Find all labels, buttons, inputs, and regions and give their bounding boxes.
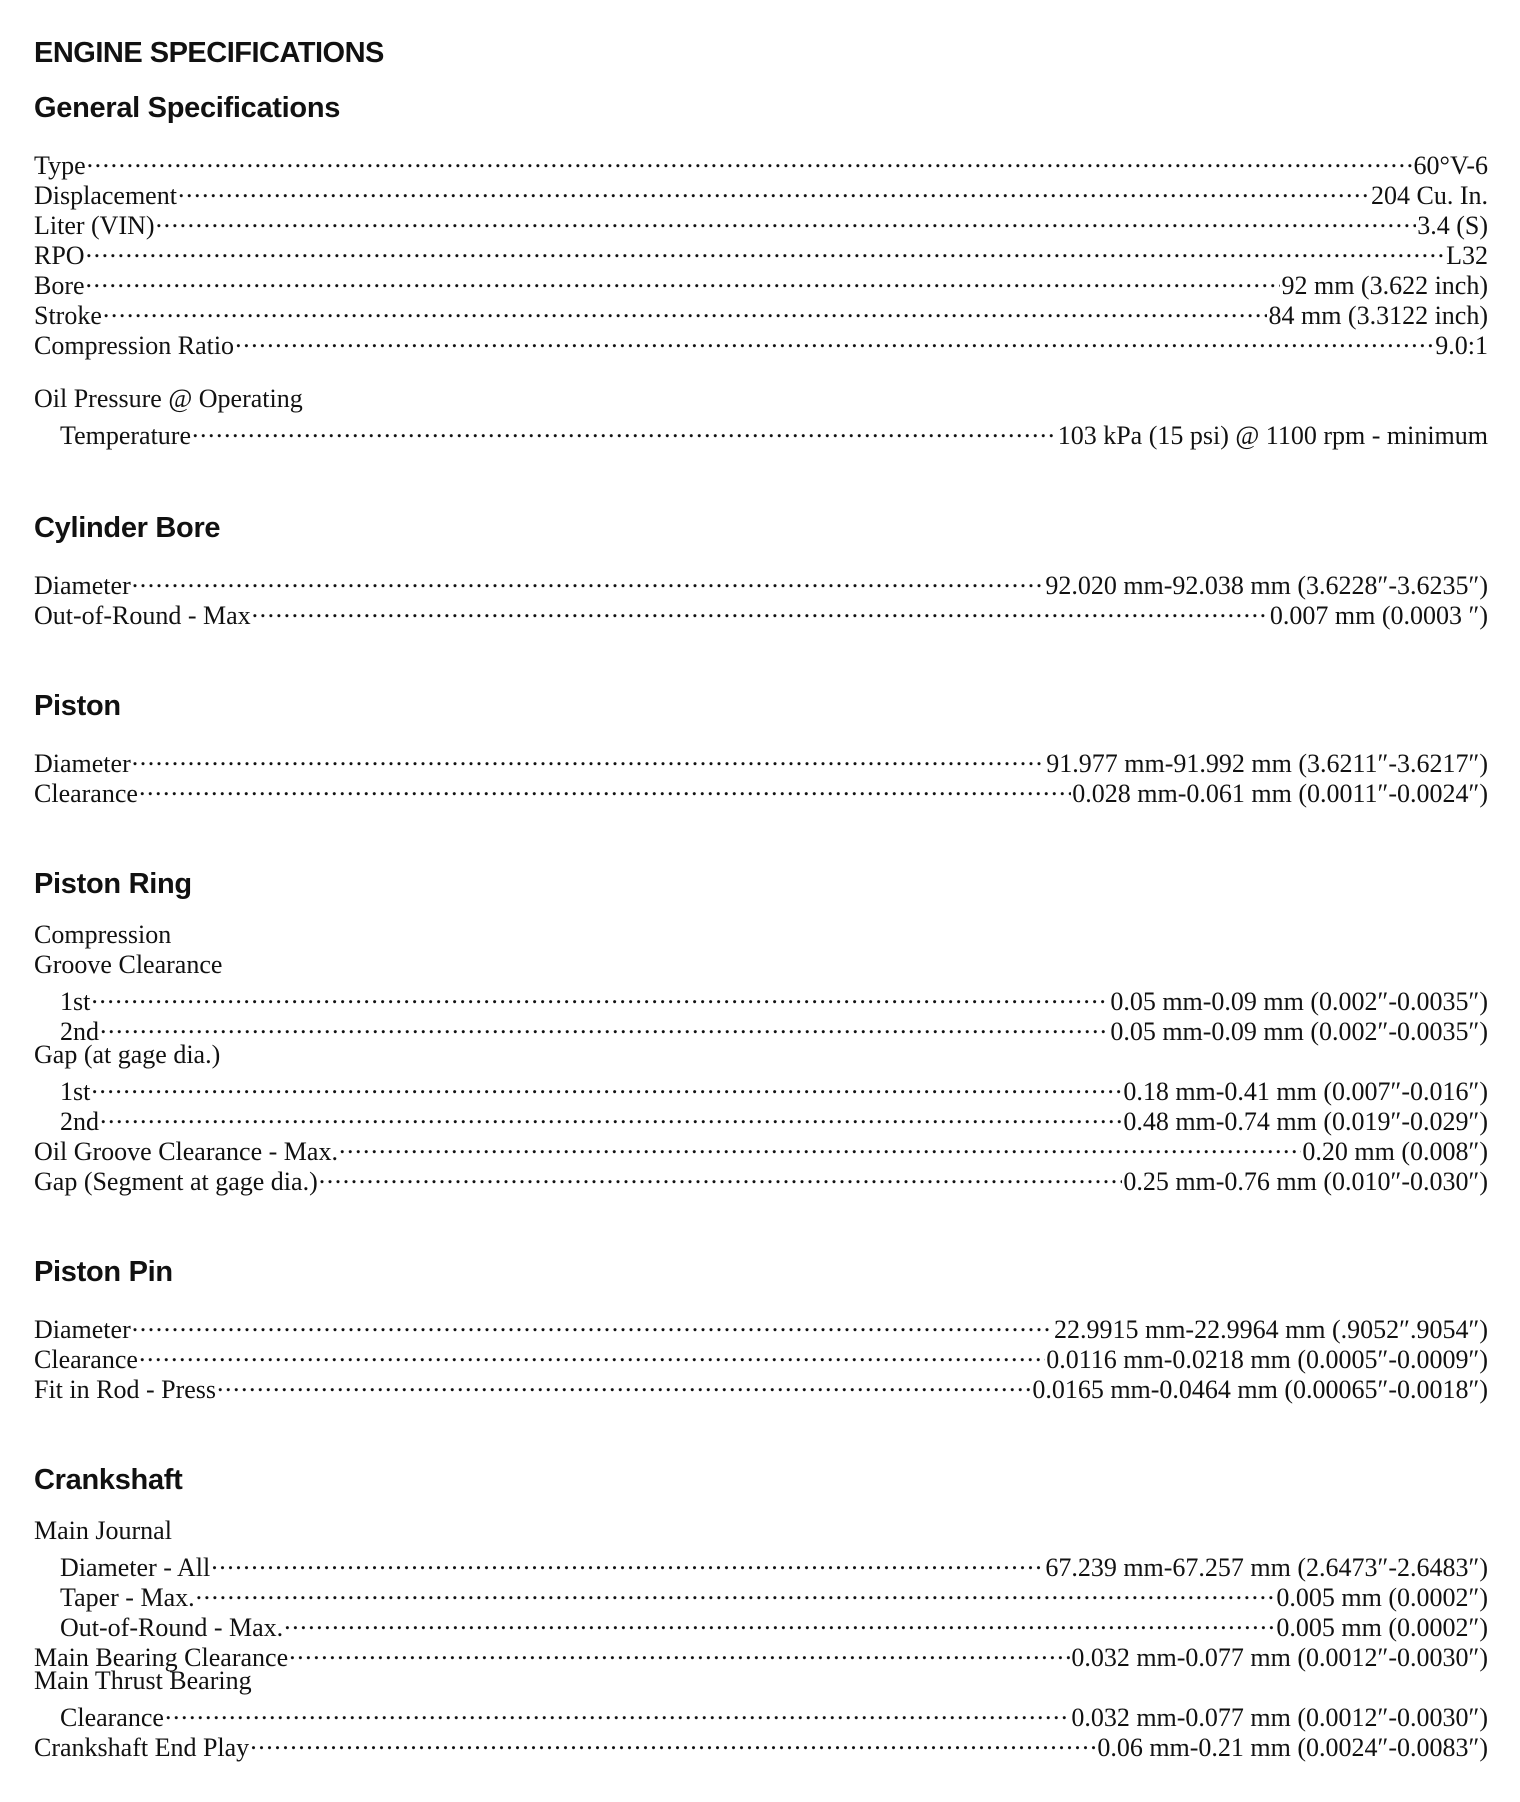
leader-dots bbox=[211, 1546, 1044, 1576]
leader-dots bbox=[250, 1726, 1096, 1756]
spec-label: Out-of-Round - Max. bbox=[60, 1613, 284, 1642]
spec-value: 103 kPa (15 psi) @ 1100 rpm - minimum bbox=[1057, 421, 1488, 450]
spec-label: Clearance bbox=[60, 1703, 164, 1732]
spec-group-main-journal bbox=[34, 1516, 1488, 1546]
spec-value: 0.007 mm (0.0003 ″) bbox=[1269, 601, 1488, 630]
spec-label: RPO bbox=[34, 241, 85, 270]
spec-value: 0.032 mm-0.077 mm (0.0012″-0.0030″) bbox=[1071, 1703, 1488, 1732]
spec-group-groove-clearance bbox=[34, 950, 1488, 980]
spec-label: 2nd bbox=[60, 1107, 99, 1136]
spec-row-journal-diameter bbox=[34, 1546, 1488, 1582]
spec-value: 22.9915 mm-22.9964 mm (.9052″.9054″) bbox=[1053, 1315, 1488, 1344]
leader-dots bbox=[156, 204, 1417, 234]
leader-dots bbox=[132, 1308, 1053, 1338]
spec-label: Crankshaft End Play bbox=[34, 1733, 250, 1762]
leader-dots bbox=[132, 742, 1046, 772]
section-title: Piston Ring bbox=[34, 868, 192, 900]
spec-group-oil-pressure bbox=[34, 384, 1488, 414]
spec-value: 0.20 mm (0.008″) bbox=[1302, 1137, 1488, 1166]
spec-label: Diameter - All bbox=[60, 1553, 211, 1582]
spec-value: 0.18 mm-0.41 mm (0.007″-0.016″) bbox=[1123, 1077, 1488, 1106]
section-title: Crankshaft bbox=[34, 1464, 183, 1496]
spec-label: Displacement bbox=[34, 181, 177, 210]
spec-list bbox=[34, 1516, 1488, 1762]
spec-row-groove-1st bbox=[34, 980, 1488, 1016]
spec-value: 0.028 mm-0.061 mm (0.0011″-0.0024″) bbox=[1072, 779, 1488, 808]
spec-row-rpo bbox=[34, 234, 1488, 270]
spec-label: Gap (at gage dia.) bbox=[34, 1040, 221, 1069]
leader-dots bbox=[87, 144, 1413, 174]
leader-dots bbox=[217, 1368, 1031, 1398]
spec-list bbox=[34, 1308, 1488, 1404]
spec-row-diameter bbox=[34, 564, 1488, 600]
spec-list bbox=[34, 144, 1488, 450]
section-crankshaft bbox=[34, 1458, 1488, 1762]
spec-label: Main Thrust Bearing bbox=[34, 1666, 252, 1695]
leader-dots bbox=[139, 1338, 1045, 1368]
spec-label: 1st bbox=[60, 987, 91, 1016]
spec-value: 0.0116 mm-0.0218 mm (0.0005″-0.0009″) bbox=[1046, 1345, 1488, 1374]
spec-row-bore bbox=[34, 264, 1488, 300]
spec-label: Stroke bbox=[34, 301, 102, 330]
spec-row-type bbox=[34, 144, 1488, 180]
section-cylinder-bore bbox=[34, 506, 1488, 630]
spec-label: Diameter bbox=[34, 571, 131, 600]
spec-value: 0.032 mm-0.077 mm (0.0012″-0.0030″) bbox=[1071, 1643, 1488, 1672]
spec-label: Clearance bbox=[34, 1345, 138, 1374]
section-general bbox=[34, 86, 1488, 450]
section-title: Piston bbox=[34, 690, 121, 722]
spec-row-oil-groove bbox=[34, 1130, 1488, 1166]
spec-group-compression bbox=[34, 920, 1488, 950]
spec-label: Main Bearing Clearance bbox=[34, 1643, 289, 1672]
leader-dots bbox=[319, 1160, 1123, 1190]
section-piston-ring bbox=[34, 862, 1488, 1196]
leader-dots bbox=[100, 1100, 1122, 1130]
spec-label: Oil Groove Clearance - Max. bbox=[34, 1137, 338, 1166]
leader-dots bbox=[196, 1576, 1276, 1606]
section-title: General Specifications bbox=[34, 92, 341, 124]
spec-page bbox=[34, 20, 1488, 1762]
leader-dots bbox=[235, 324, 1434, 354]
section-piston-pin bbox=[34, 1250, 1488, 1404]
spec-row-displacement bbox=[34, 174, 1488, 210]
leader-dots bbox=[86, 234, 1446, 264]
spec-label: Main Journal bbox=[34, 1516, 172, 1545]
spec-label: Temperature bbox=[60, 421, 191, 450]
spec-row-stroke bbox=[34, 294, 1488, 330]
spec-value: 84 mm (3.3122 inch) bbox=[1268, 301, 1488, 330]
spec-label: Out-of-Round - Max bbox=[34, 601, 251, 630]
leader-dots bbox=[86, 264, 1281, 294]
spec-list bbox=[34, 564, 1488, 630]
leader-dots bbox=[178, 174, 1370, 204]
spec-label: Type bbox=[34, 151, 86, 180]
spec-value: L32 bbox=[1446, 241, 1488, 270]
leader-dots bbox=[132, 564, 1045, 594]
leader-dots bbox=[139, 772, 1071, 802]
leader-dots bbox=[339, 1130, 1301, 1160]
spec-value: 0.25 mm-0.76 mm (0.010″-0.030″) bbox=[1123, 1167, 1488, 1196]
spec-row-gap-1st bbox=[34, 1070, 1488, 1106]
spec-label: Taper - Max. bbox=[60, 1583, 195, 1612]
spec-value: 0.005 mm (0.0002″) bbox=[1276, 1583, 1488, 1612]
spec-value: 9.0:1 bbox=[1435, 331, 1488, 360]
section-title: Piston Pin bbox=[34, 1256, 173, 1288]
spec-row-thrust-clearance bbox=[34, 1696, 1488, 1732]
leader-dots bbox=[103, 294, 1268, 324]
spec-label: Diameter bbox=[34, 1315, 131, 1344]
leader-dots bbox=[289, 1636, 1070, 1666]
spec-list bbox=[34, 920, 1488, 1196]
spec-label: Gap (Segment at gage dia.) bbox=[34, 1167, 318, 1196]
leader-dots bbox=[284, 1606, 1275, 1636]
spec-value: 0.005 mm (0.0002″) bbox=[1276, 1613, 1488, 1642]
spec-row-liter bbox=[34, 204, 1488, 240]
spec-value: 0.0165 mm-0.0464 mm (0.00065″-0.0018″) bbox=[1032, 1375, 1488, 1404]
spec-value: 0.06 mm-0.21 mm (0.0024″-0.0083″) bbox=[1097, 1733, 1488, 1762]
spec-value: 0.05 mm-0.09 mm (0.002″-0.0035″) bbox=[1110, 987, 1488, 1016]
spec-value: 204 Cu. In. bbox=[1371, 181, 1488, 210]
spec-label: 1st bbox=[60, 1077, 91, 1106]
spec-value: 3.4 (S) bbox=[1417, 211, 1488, 240]
spec-label: Liter (VIN) bbox=[34, 211, 155, 240]
leader-dots bbox=[100, 1010, 1109, 1040]
spec-label: 2nd bbox=[60, 1017, 99, 1046]
leader-dots bbox=[165, 1696, 1070, 1726]
spec-label: Bore bbox=[34, 271, 85, 300]
spec-value: 92 mm (3.622 inch) bbox=[1281, 271, 1488, 300]
spec-label: Compression bbox=[34, 920, 172, 949]
spec-value: 0.05 mm-0.09 mm (0.002″-0.0035″) bbox=[1110, 1017, 1488, 1046]
spec-label: Clearance bbox=[34, 779, 138, 808]
spec-row-diameter bbox=[34, 1308, 1488, 1344]
spec-row-compression-ratio bbox=[34, 324, 1488, 360]
section-title: Cylinder Bore bbox=[34, 512, 221, 544]
spec-value: 67.239 mm-67.257 mm (2.6473″-2.6483″) bbox=[1045, 1553, 1488, 1582]
spec-value: 60°V-6 bbox=[1413, 151, 1488, 180]
spec-label: Diameter bbox=[34, 749, 131, 778]
spec-row-journal-out-of-round bbox=[34, 1606, 1488, 1642]
leader-dots bbox=[91, 1070, 1122, 1100]
spec-label: Groove Clearance bbox=[34, 950, 223, 979]
leader-dots bbox=[192, 414, 1057, 444]
leader-dots bbox=[252, 594, 1269, 624]
spec-row-journal-taper bbox=[34, 1576, 1488, 1612]
spec-value: 91.977 mm-91.992 mm (3.6211″-3.6217″) bbox=[1046, 749, 1488, 778]
page-title: ENGINE SPECIFICATIONS bbox=[34, 37, 384, 69]
spec-row-oil-pressure bbox=[34, 414, 1488, 450]
spec-value: 92.020 mm-92.038 mm (3.6228″-3.6235″) bbox=[1045, 571, 1488, 600]
spec-list bbox=[34, 742, 1488, 808]
spec-label: Compression Ratio bbox=[34, 331, 235, 360]
leader-dots bbox=[91, 980, 1109, 1010]
spec-label: Oil Pressure @ Operating bbox=[34, 384, 303, 413]
section-piston bbox=[34, 684, 1488, 808]
spec-value: 0.48 mm-0.74 mm (0.019″-0.029″) bbox=[1123, 1107, 1488, 1136]
spec-row-diameter bbox=[34, 742, 1488, 778]
spec-label: Fit in Rod - Press bbox=[34, 1375, 217, 1404]
